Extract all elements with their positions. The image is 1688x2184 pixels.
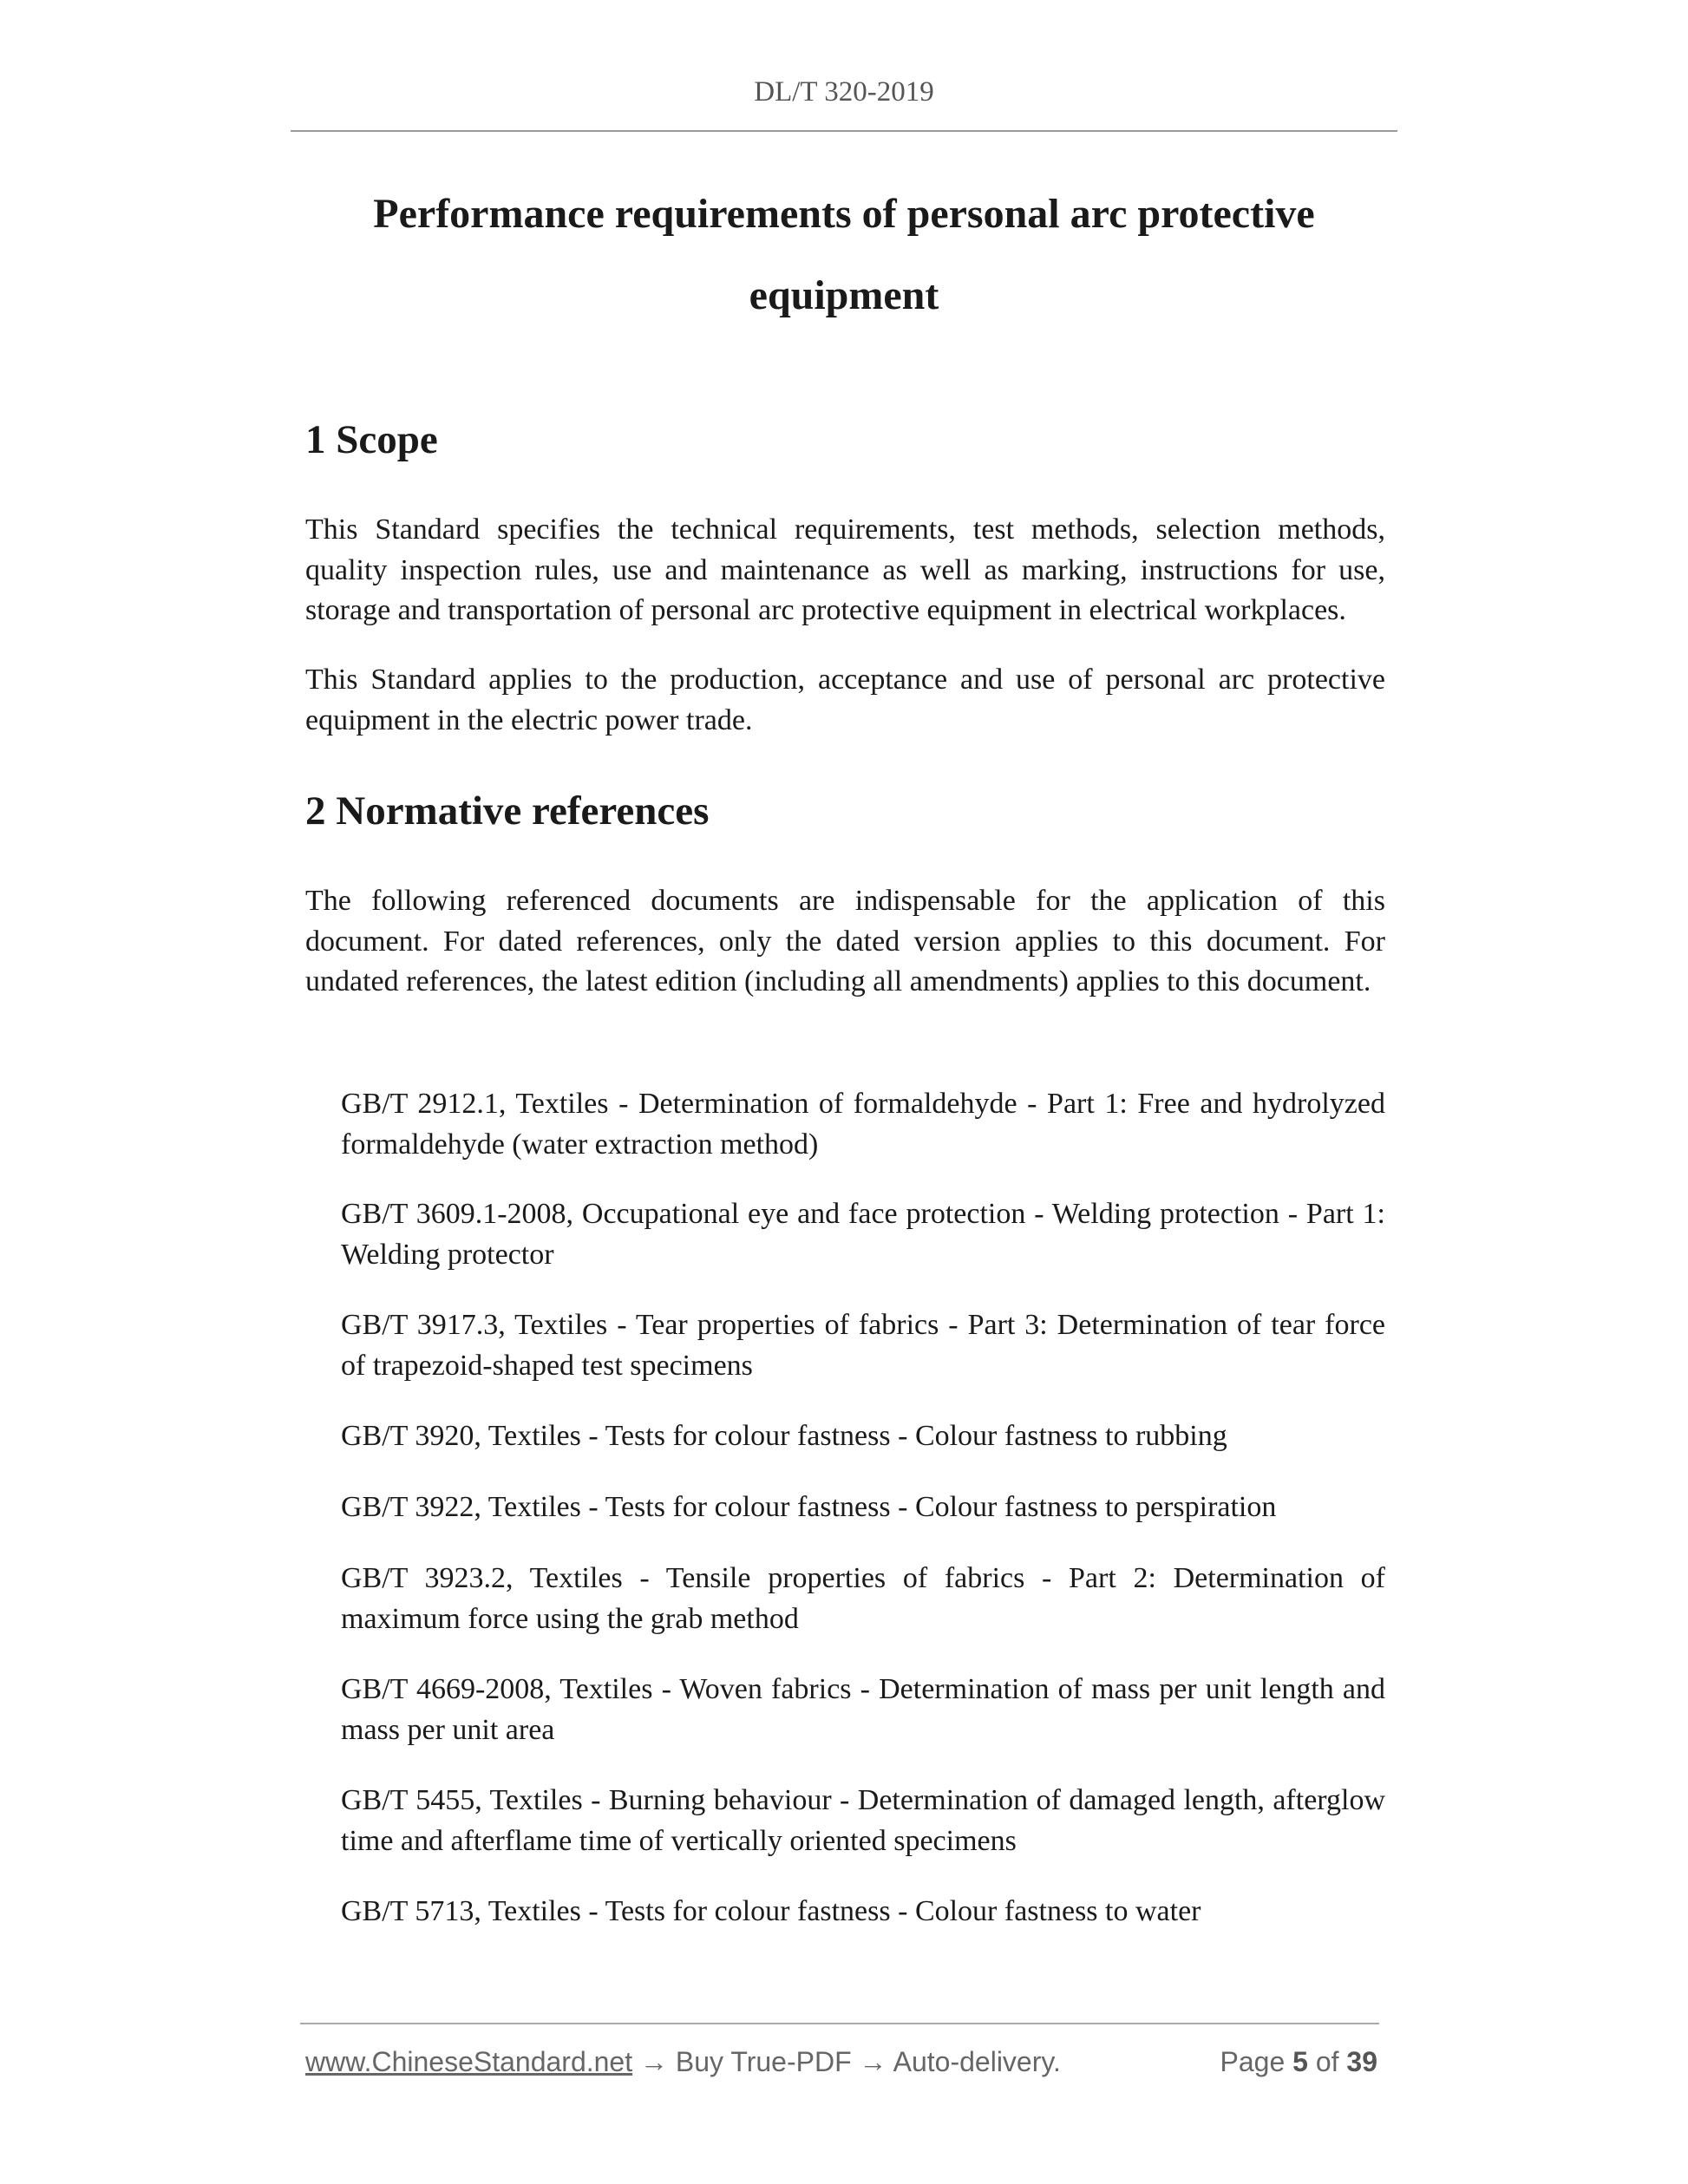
footer-tagline: → Buy True-PDF → Auto-delivery. [632, 2046, 1061, 2077]
references-intro: The following referenced documents are indispensable for the application of this document. For dated references, only the dated version applies to this document. For undated references, the latest edition (including all amendments) applies to this document. [305, 885, 1385, 997]
reference-item: GB/T 3922, Textiles - Tests for colour fastness - Colour fastness to perspiration [341, 1491, 1277, 1523]
reference-item: GB/T 3917.3, Textiles - Tear properties of fabrics - Part 3: Determination of tear force of trapezoid-shaped test specimens [341, 1309, 1385, 1382]
chinesestandard-link[interactable]: www.ChineseStandard.net [305, 2046, 633, 2077]
footer-promo [305, 2043, 1061, 2081]
document-title [291, 173, 1397, 337]
title-line-2: equipment [749, 272, 939, 318]
reference-item: GB/T 3923.2, Textiles - Tensile properties of fabrics - Part 2: Determination of maximum force using the grab method [341, 1562, 1385, 1635]
section-1-heading: 1 Scope [305, 417, 438, 462]
reference-item: GB/T 5713, Textiles - Tests for colour fastness - Colour fastness to water [341, 1895, 1201, 1927]
reference-item: GB/T 2912.1, Textiles - Determination of formaldehyde - Part 1: Free and hydrolyzed formaldehyde (water extraction method) [341, 1088, 1385, 1161]
page-current: 5 [1292, 2046, 1308, 2077]
title-line-1: Performance requirements of personal arc protective [373, 191, 1315, 237]
section-2-heading: 2 Normative references [305, 788, 710, 834]
reference-item: GB/T 5455, Textiles - Burning behaviour - Determination of damaged length, afterglow time and afterflame time of vertically oriented specimens [341, 1784, 1385, 1857]
footer-divider [300, 2023, 1379, 2024]
page-total: 39 [1346, 2046, 1377, 2077]
header-divider [291, 130, 1397, 132]
reference-item: GB/T 3609.1-2008, Occupational eye and face protection - Welding protection - Part 1: Welding protector [341, 1198, 1385, 1271]
page-of-label: of [1315, 2046, 1339, 2077]
scope-paragraph-1: This Standard specifies the technical requirements, test methods, selection methods, quality inspection rules, use and maintenance as well as marking, instructions for use, storage and transportation of personal arc protective equipment in electrical workplaces. [305, 513, 1385, 626]
page-footer [305, 2043, 1377, 2081]
page-label: Page [1220, 2046, 1286, 2077]
running-header: DL/T 320-2019 [754, 76, 934, 108]
reference-item: GB/T 3920, Textiles - Tests for colour fastness - Colour fastness to rubbing [341, 1420, 1227, 1452]
reference-item: GB/T 4669-2008, Textiles - Woven fabrics - Determination of mass per unit length and mass per unit area [341, 1673, 1385, 1746]
page-number [1220, 2043, 1377, 2081]
scope-paragraph-2: This Standard applies to the production, acceptance and use of personal arc protective equipment in the electric power trade. [305, 664, 1385, 736]
